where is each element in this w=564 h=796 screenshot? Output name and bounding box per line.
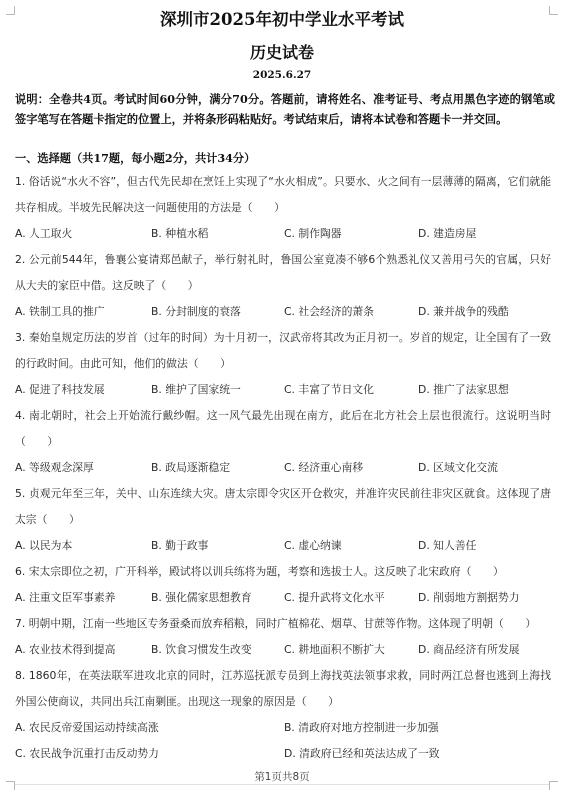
question-6-option-b[interactable]: B. 强化儒家思想教育 (151, 591, 252, 604)
question-8-option-b[interactable]: B. 清政府对地方控制进一步加强 (284, 721, 439, 734)
page-footer (0, 769, 564, 784)
question-2-option-c[interactable]: C. 社会经济的萧条 (284, 305, 374, 318)
question-5-option-d[interactable]: D. 知人善任 (418, 539, 477, 552)
question-1-option-c[interactable]: C. 制作陶器 (284, 227, 342, 240)
footer-divider (15, 784, 549, 785)
question-2-option-a[interactable]: A. 铁制工具的推广 (15, 305, 105, 318)
exam-title: 深圳市2025年初中学业水平考试 (160, 10, 404, 29)
question-4-text: 4. 南北朝时，社会上开始流行戴纱帽。这一风气最先出现在南方，此后在北方社会上层也很流行。这说明当时（ ） (15, 409, 551, 448)
question-1-option-d[interactable]: D. 建造房屋 (418, 227, 477, 240)
question-1-option-a[interactable]: A. 人工取火 (15, 227, 73, 240)
question-3-option-d[interactable]: D. 推广了法家思想 (418, 383, 509, 396)
question-3-option-a[interactable]: A. 促进了科技发展 (15, 383, 105, 396)
section-title: 一、选择题（共17题，每小题2分，共计34分） (15, 151, 256, 165)
question-8-option-a[interactable]: A. 农民反帝爱国运动持续高涨 (15, 721, 159, 734)
question-6-option-a[interactable]: A. 注重文臣军事素养 (15, 591, 116, 604)
question-4-option-b[interactable]: B. 政局逐渐稳定 (151, 461, 231, 474)
question-1-text: 1. 俗话说“水火不容”，但古代先民却在烹饪上实现了“水火相成”。只要水、火之间有一层薄薄的隔离，它们就能共存相成。半坡先民解决这一问题使用的方法是（ ） (15, 175, 551, 214)
question-3-text: 3. 秦始皇规定历法的岁首（过年的时间）为十月初一，汉武帝将其改为正月初一。岁首的规定，让全国有了一致的行政时间。由此可知，他们的做法（ ） (15, 331, 551, 370)
question-4-option-a[interactable]: A. 等级观念深厚 (15, 461, 94, 474)
question-2-text: 2. 公元前544年，鲁襄公宴请郑邑献子，举行射礼时，鲁国公室竟凑不够6个熟悉礼仪又善用弓矢的官属，只好从大夫的家臣中借。这反映了（ ） (15, 253, 551, 292)
question-6-text: 6. 宋太宗即位之初，广开科举，殿试将以训兵练将为题，考察和选拔士人。这反映了北宋政府（ ） (15, 565, 504, 578)
subject-title: 历史试卷 (249, 43, 314, 62)
question-6-option-d[interactable]: D. 削弱地方割据势力 (418, 591, 520, 604)
question-6-option-c[interactable]: C. 提升武将文化水平 (284, 591, 385, 604)
question-2-option-b[interactable]: B. 分封制度的衰落 (151, 305, 241, 318)
question-1-option-b[interactable]: B. 种植水稻 (151, 227, 209, 240)
question-7-option-c[interactable]: C. 耕地面积不断扩大 (284, 643, 385, 656)
question-8-option-d[interactable]: D. 清政府已经和英法达成了一致 (284, 747, 440, 760)
question-4-option-d[interactable]: D. 区域文化交流 (418, 461, 498, 474)
instructions: 说明：全卷共4页。考试时间60分钟，满分70分。答题前，请将姓名、准考证号、考点用黑色字迹的钢笔或签字笔写在答题卡指定的位置上，并将条形码粘贴好。考试结束后，请将本试卷和答题卡一并交回。 (15, 92, 555, 126)
page-number: 第1页共8页 (254, 771, 310, 783)
question-5-option-c[interactable]: C. 虚心纳谏 (284, 539, 342, 552)
question-7-option-b[interactable]: B. 饮食习惯发生改变 (151, 643, 252, 656)
question-5-option-a[interactable]: A. 以民为本 (15, 539, 73, 552)
question-8-text: 8. 1860年，在英法联军进攻北京的同时，江苏巡抚派专员到上海找英法领事求救，同时两江总督也逃到上海找外国公使商议，共同出兵江南剿匪。出现这一现象的原因是（ ） (15, 669, 551, 708)
question-3-option-c[interactable]: C. 丰富了节日文化 (284, 383, 374, 396)
question-7-option-d[interactable]: D. 商品经济有所发展 (418, 643, 520, 656)
exam-date: 2025.6.27 (252, 69, 312, 81)
question-5-text: 5. 贞观元年至三年，关中、山东连续大灾。唐太宗即令灾区开仓救灾，并准许灾民前往非灾区就食。这体现了唐太宗（ ） (15, 487, 551, 526)
question-2-option-d[interactable]: D. 兼并战争的残酷 (418, 305, 509, 318)
question-3-option-b[interactable]: B. 维护了国家统一 (151, 383, 241, 396)
question-5-option-b[interactable]: B. 勤于政事 (151, 539, 209, 552)
question-8-option-c[interactable]: C. 农民战争沉重打击反动势力 (15, 747, 159, 760)
question-7-text: 7. 明朝中期，江南一些地区专务蚕桑而放弃稻粮，同时广植棉花、烟草、甘蔗等作物。这体现了明朝（ ） (15, 617, 537, 630)
question-4-option-c[interactable]: C. 经济重心南移 (284, 461, 364, 474)
question-7-option-a[interactable]: A. 农业技术得到提高 (15, 643, 116, 656)
